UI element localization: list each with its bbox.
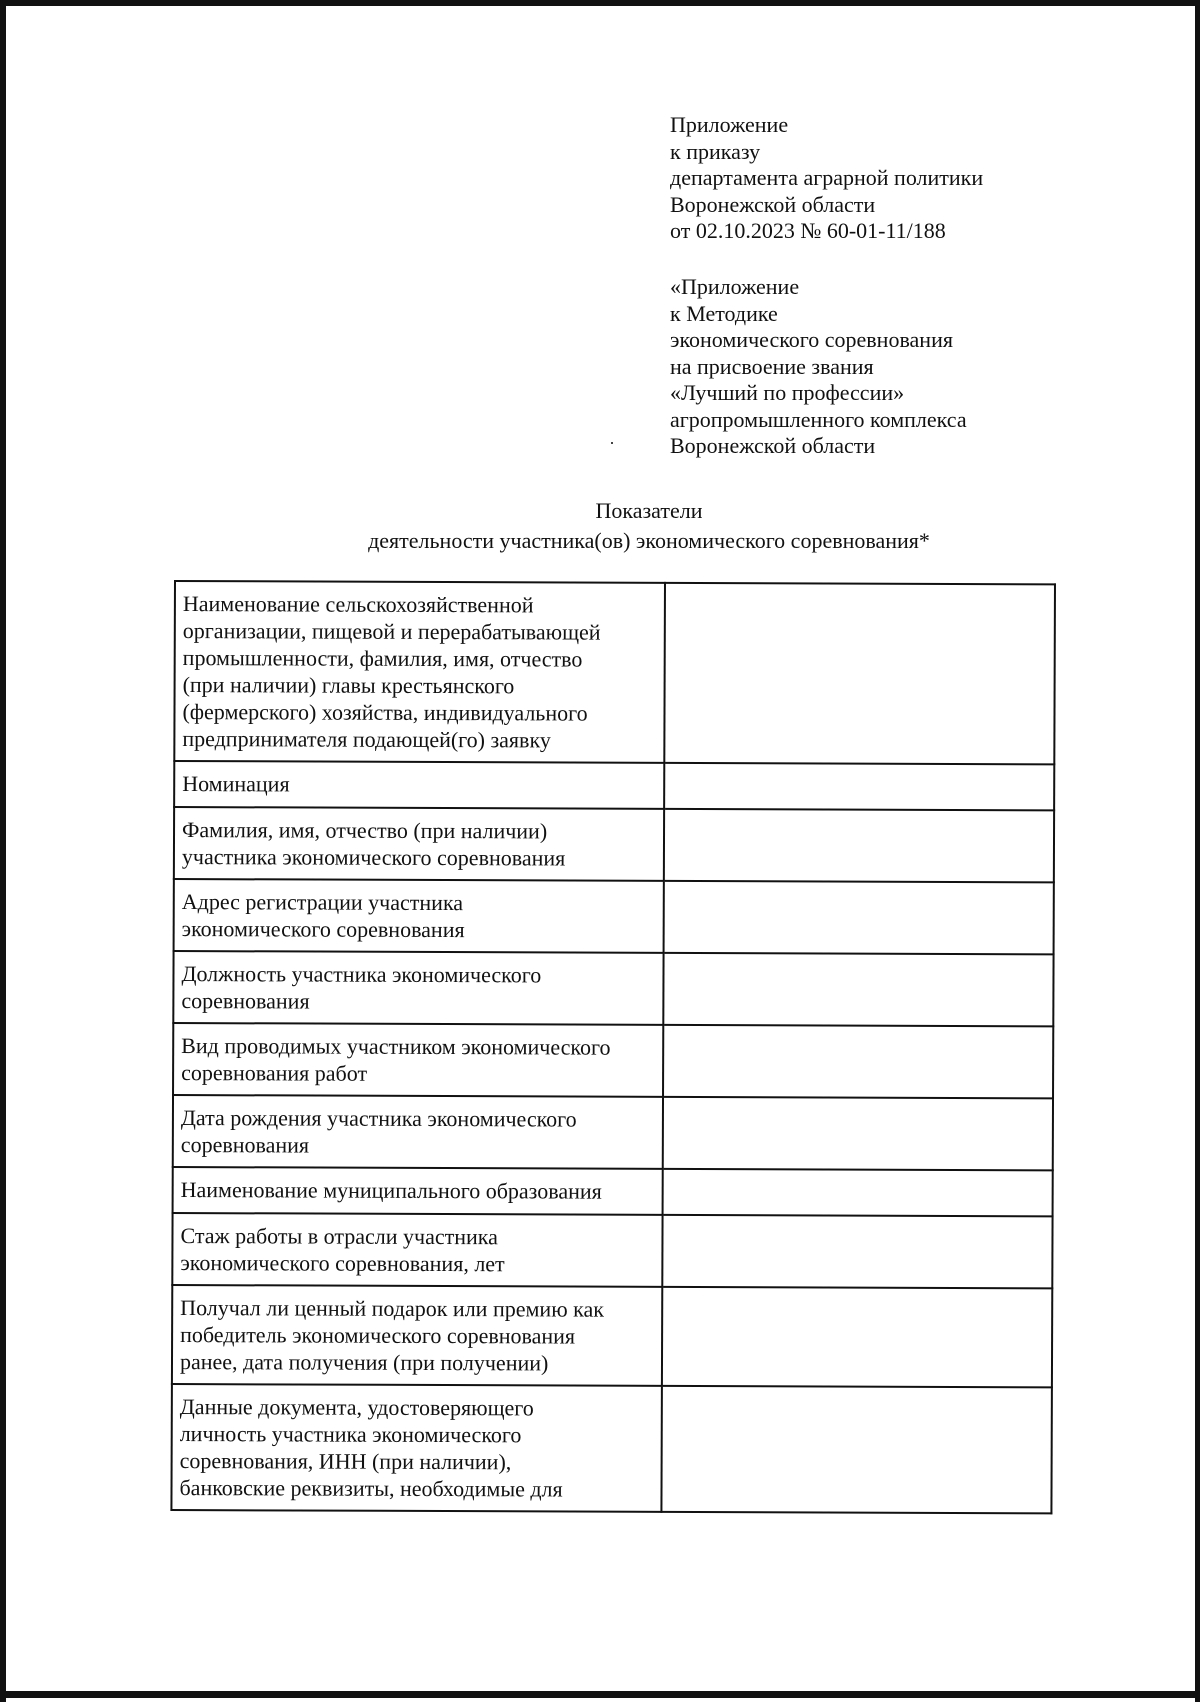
- table-row: [172, 1285, 1052, 1387]
- indicator-label-line: победитель экономического соревнования: [180, 1322, 576, 1349]
- scan-speck: [611, 442, 613, 444]
- annex-method-line: «Лучший по профессии»: [670, 380, 905, 405]
- table-row: [174, 879, 1054, 954]
- annex-order-line: к приказу: [670, 138, 761, 164]
- table-row: [173, 1095, 1053, 1170]
- annex-method-line: «Приложение: [670, 274, 800, 299]
- table-row: [174, 761, 1054, 810]
- indicator-value-cell: [663, 1169, 1053, 1216]
- indicator-label-line: Вид проводимых участником экономического: [181, 1033, 611, 1060]
- indicator-label-line: Фамилия, имя, отчество (при наличии): [181, 817, 548, 844]
- indicator-label-line: организации, пищевой и перерабатывающей: [182, 618, 601, 645]
- indicator-value-cell: [664, 763, 1054, 810]
- indicator-value-cell: [664, 583, 1055, 764]
- indicator-label-line: Наименование сельскохозяйственной: [182, 591, 534, 618]
- indicator-label-cell: [174, 761, 664, 809]
- table-body: [171, 581, 1055, 1513]
- indicator-value-cell: [662, 1287, 1052, 1387]
- indicator-value-cell: [664, 881, 1054, 954]
- annex-method-line: на присвоение звания: [670, 353, 874, 379]
- indicator-label-line: (фермерского) хозяйства, индивидуального: [182, 699, 588, 726]
- annex-order-line: департамента аграрной политики: [670, 165, 984, 190]
- indicator-label-line: участника экономического соревнования: [181, 844, 566, 871]
- indicator-label-line: Стаж работы в отрасли участника: [180, 1223, 498, 1250]
- indicator-value-cell: [663, 953, 1053, 1026]
- annex-order-line: от 02.10.2023 № 60-01-11/188: [670, 218, 946, 243]
- indicator-label-line: банковские реквизиты, необходимые для: [179, 1475, 563, 1502]
- indicator-label-cell: [174, 581, 665, 763]
- indicator-label-cell: [174, 807, 664, 881]
- indicator-value-cell: [663, 1025, 1053, 1098]
- indicator-label-cell: [173, 1095, 663, 1169]
- indicator-label-line: Получал ли ценный подарок или премию как: [180, 1295, 605, 1322]
- indicator-label-line: Адрес регистрации участника: [181, 889, 464, 916]
- annex-order-line: Воронежской области: [670, 191, 876, 217]
- annex-method-line: к Методике: [670, 300, 778, 326]
- indicator-value-cell: [664, 809, 1054, 882]
- indicator-label-line: предпринимателя подающей(го) заявку: [182, 726, 551, 753]
- indicator-label-line: Наименование муниципального образования: [180, 1177, 602, 1204]
- table-row: [174, 581, 1055, 764]
- indicator-label-line: соревнования: [181, 988, 310, 1014]
- indicator-label-line: экономического соревнования: [181, 916, 465, 943]
- indicator-label-line: Номинация: [182, 771, 290, 797]
- table-row: [172, 1213, 1052, 1288]
- indicator-label-line: личность участника экономического: [179, 1421, 522, 1448]
- annex-method-block: [670, 274, 1090, 460]
- indicator-label-line: соревнования, ИНН (при наличии),: [179, 1448, 512, 1475]
- annex-method-line: Воронежской области: [670, 433, 876, 458]
- annex-method-line: экономического соревнования: [670, 327, 953, 352]
- indicator-label-cell: [171, 1384, 661, 1512]
- indicator-label-line: Дата рождения участника экономического: [180, 1105, 577, 1132]
- indicator-label-line: экономического соревнования, лет: [180, 1250, 505, 1277]
- indicator-label-line: ранее, дата получения (при получении): [179, 1349, 549, 1376]
- form-title: Показатели: [595, 498, 703, 523]
- table-row: [173, 1167, 1053, 1216]
- indicator-label-cell: [172, 1213, 662, 1287]
- indicator-label-line: (при наличии) главы крестьянского: [182, 672, 515, 699]
- participant-indicators-table: [170, 580, 1056, 1514]
- indicator-label-line: промышленности, фамилия, имя, отчество: [182, 645, 583, 672]
- indicator-label-cell: [173, 1023, 663, 1097]
- table-row: [174, 807, 1054, 882]
- indicator-label-cell: [173, 1167, 663, 1215]
- indicator-label-line: соревнования: [180, 1132, 310, 1158]
- indicator-label-cell: [172, 1285, 662, 1386]
- form-subtitle: деятельности участника(ов) экономического соревнования*: [368, 528, 930, 553]
- indicator-label-cell: [173, 951, 663, 1025]
- annex-order-block: [670, 112, 1090, 245]
- table-row: [173, 951, 1053, 1026]
- indicator-label-line: Данные документа, удостоверяющего: [179, 1394, 534, 1421]
- indicator-value-cell: [663, 1097, 1053, 1170]
- annex-method-line: агропромышленного комплекса: [670, 406, 967, 432]
- indicator-label-line: Должность участника экономического: [181, 961, 542, 988]
- indicator-label-line: соревнования работ: [181, 1060, 368, 1086]
- indicator-value-cell: [661, 1386, 1051, 1513]
- indicator-label-cell: [174, 879, 664, 953]
- indicator-value-cell: [662, 1215, 1052, 1288]
- annex-order-line: Приложение: [670, 112, 789, 137]
- table-row: [171, 1384, 1051, 1513]
- table-row: [173, 1023, 1053, 1098]
